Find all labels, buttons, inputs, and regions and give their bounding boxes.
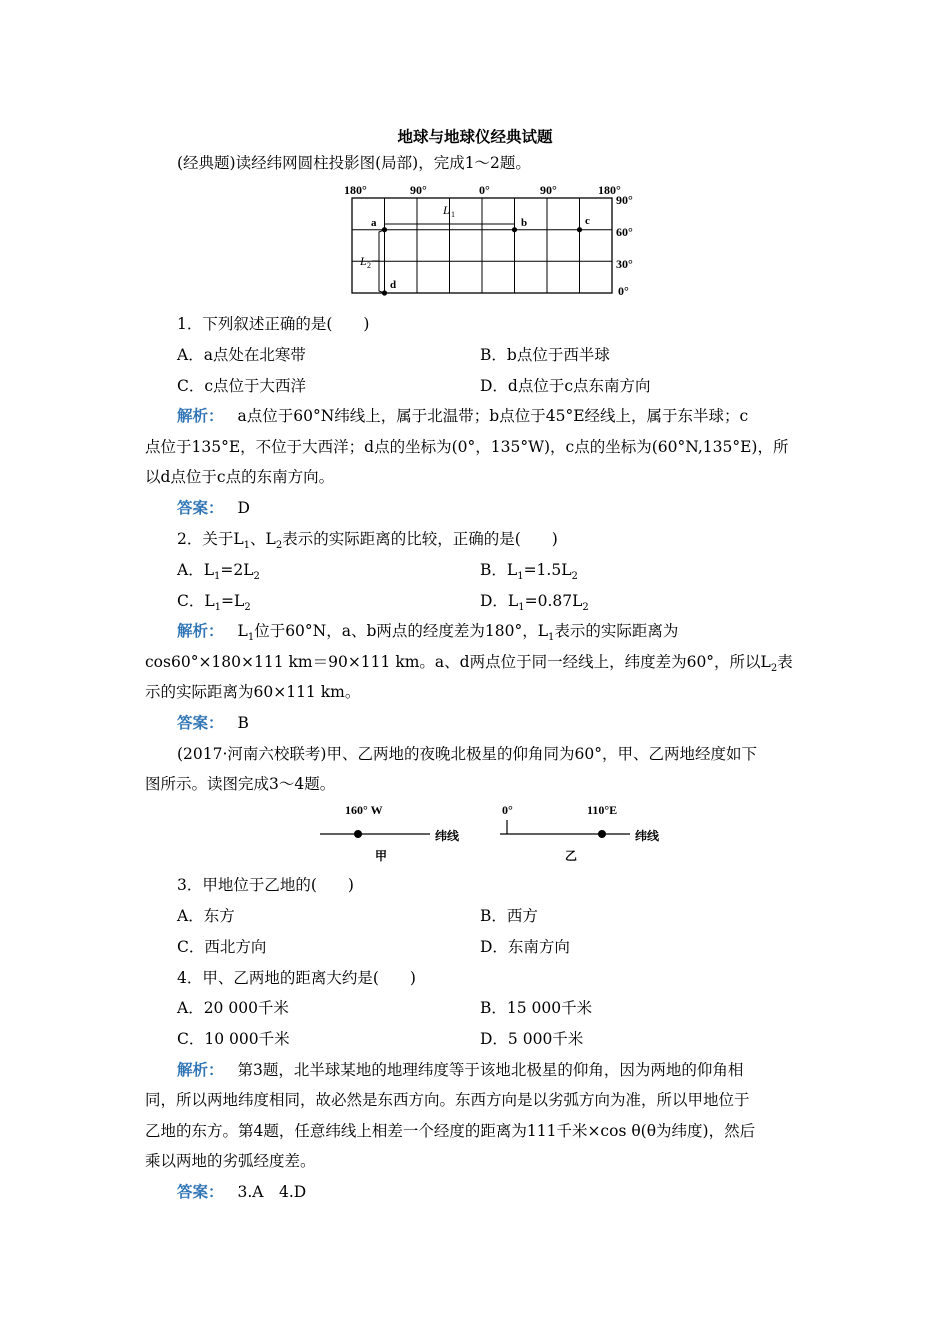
q3-option-d: D．东南方向 xyxy=(480,938,570,956)
q3-option-b: B．西方 xyxy=(480,907,538,925)
q4-option-c: C．10 000千米 xyxy=(177,1030,290,1048)
label-c: c xyxy=(585,215,590,227)
label-L2: L xyxy=(360,254,367,268)
q34-answer: 答案： 3.A 4.D xyxy=(177,1182,307,1201)
q1-answer: 答案： D xyxy=(177,498,250,517)
q3-option-c: C．西北方向 xyxy=(177,938,267,956)
figure-longitude-lines xyxy=(315,798,675,868)
q3-option-a: A．东方 xyxy=(177,907,235,925)
q1-stem: 1．下列叙述正确的是( ) xyxy=(177,315,370,333)
lon-label-0: 0° xyxy=(479,183,490,197)
lon-label-180e: 180° xyxy=(598,183,621,197)
yi-point xyxy=(598,830,606,838)
lat-label-60: 60° xyxy=(616,225,633,239)
q1-explanation-line-2: 点位于135°E，不位于大西洋；d点的坐标为(0°，135°W)，c点的坐标为(60°N,135°E)，所 xyxy=(145,438,789,456)
q1-explanation-line-1: 解析： a点位于60°N纬线上，属于北温带；b点位于45°E经线上，属于东半球；c xyxy=(177,406,749,425)
explanation-label: 解析： xyxy=(177,406,224,425)
yi-name: 乙 xyxy=(565,849,578,863)
q34-explanation-line-2: 同，所以两地纬度相同，故必然是东西方向。东西方向是以劣弧方向为准，所以甲地位于 xyxy=(145,1091,750,1109)
point-b xyxy=(512,227,517,232)
q34-explanation-line-3: 乙地的东方。第4题，任意纬线上相差一个经度的距离为111千米×cos θ(θ为纬度)，然后 xyxy=(145,1122,756,1140)
q34-explanation-line-1: 解析： 第3题，北半球某地的地理纬度等于该地北极星的仰角，因为两地的仰角相 xyxy=(177,1060,744,1079)
q34-explanation-line-4: 乘以两地的劣弧经度差。 xyxy=(145,1152,316,1170)
page-title: 地球与地球仪经典试题 xyxy=(397,128,553,146)
lon-label-180w: 180° xyxy=(344,183,367,197)
label-L2-sub: 2 xyxy=(367,261,371,270)
q3-stem: 3．甲地位于乙地的( ) xyxy=(177,876,354,894)
q2-option-c: C．$L_1=L_2$ xyxy=(177,592,251,614)
lat-label-90: 90° xyxy=(616,193,633,207)
yi-latitude-label: 纬线 xyxy=(635,829,660,843)
q2-explanation-line-2: cos60°×180×111 km＝90×111 km。a、d两点位于同一经线上，纬度差为60°，所以$L_2$表 xyxy=(145,653,793,675)
lat-label-0: 0° xyxy=(618,284,629,298)
jia-name: 甲 xyxy=(375,849,388,863)
lon-label-90e: 90° xyxy=(540,183,557,197)
q1-option-d: D．d点位于c点东南方向 xyxy=(480,377,651,395)
label-b: b xyxy=(521,217,528,229)
jia-point xyxy=(354,830,362,838)
q2-answer: 答案： B xyxy=(177,713,249,732)
point-d xyxy=(382,290,387,295)
yi-longitude-label: 110°E xyxy=(587,803,618,817)
label-d: d xyxy=(390,279,397,291)
intro-2-line-1: (2017·河南六校联考)甲、乙两地的夜晚北极星的仰角同为60°，甲、乙两地经度如下 xyxy=(177,745,757,763)
answer-label: 答案： xyxy=(177,713,224,732)
q2-option-b: B．$L_1=1.5L_2$ xyxy=(480,561,578,583)
label-L1: L xyxy=(443,203,450,217)
q2-option-a: A．$L_1=2L_2$ xyxy=(177,561,260,583)
jia-longitude-label: 160° W xyxy=(345,803,383,817)
q1-explanation-line-3: 以d点位于c点的东南方向。 xyxy=(145,468,335,486)
point-c xyxy=(577,227,582,232)
label-a: a xyxy=(371,217,377,229)
lat-label-30: 30° xyxy=(616,257,633,271)
answer-label: 答案： xyxy=(177,1182,224,1201)
answer-label: 答案： xyxy=(177,498,224,517)
explanation-label: 解析： xyxy=(177,621,224,640)
q4-option-b: B．15 000千米 xyxy=(480,999,593,1017)
q1-option-c: C．c点位于大西洋 xyxy=(177,377,307,395)
q1-option-b: B．b点位于西半球 xyxy=(480,346,610,364)
figure-graticule xyxy=(330,180,650,300)
q1-option-a: A．a点处在北寒带 xyxy=(177,346,306,364)
q2-explanation-line-3: 示的实际距离为60×111 km。 xyxy=(145,683,361,701)
point-a xyxy=(382,227,387,232)
q4-option-d: D．5 000千米 xyxy=(480,1030,584,1048)
q4-option-a: A．20 000千米 xyxy=(177,999,289,1017)
q2-option-d: D．$L_1=0.87L_2$ xyxy=(480,592,589,614)
intro-2-line-2: 图所示。读图完成3～4题。 xyxy=(145,775,336,793)
yi-zero-label: 0° xyxy=(502,803,513,817)
lon-label-90w: 90° xyxy=(410,183,427,197)
intro-1: (经典题)读经纬网圆柱投影图(局部)，完成1～2题。 xyxy=(177,154,531,172)
q2-explanation-line-1: 解析： $L_1$位于60°N，a、b两点的经度差为180°，$L_1$表示的实际距离为 xyxy=(177,621,679,644)
jia-latitude-label: 纬线 xyxy=(435,829,460,843)
q4-stem: 4．甲、乙两地的距离大约是( ) xyxy=(177,969,416,987)
q2-stem: 2．关于$L_1$、$L_2$表示的实际距离的比较，正确的是( ) xyxy=(177,530,558,552)
label-L1-sub: 1 xyxy=(451,210,455,219)
explanation-label: 解析： xyxy=(177,1060,224,1079)
